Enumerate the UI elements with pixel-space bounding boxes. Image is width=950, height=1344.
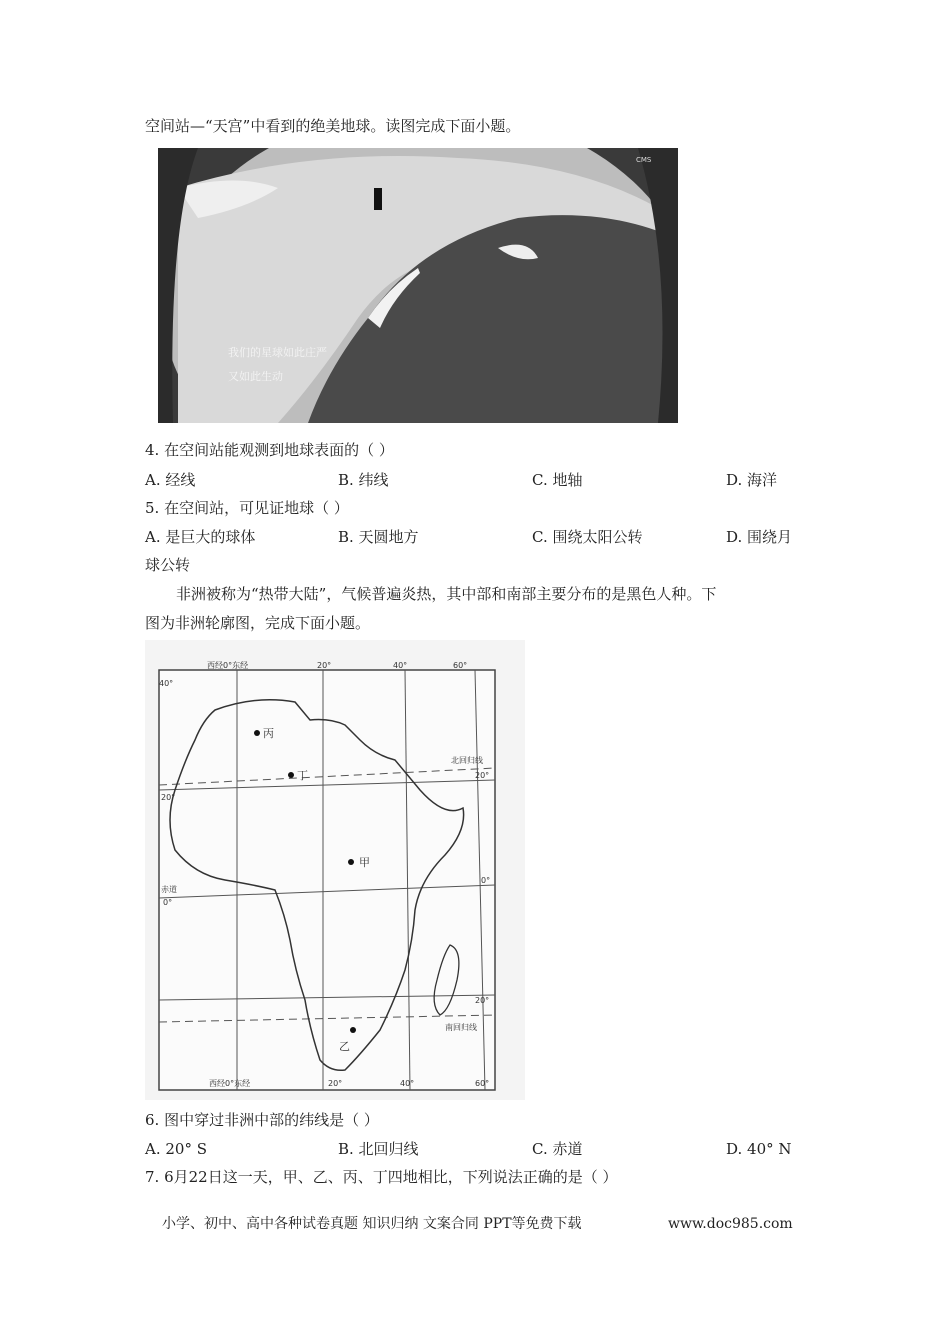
label-tropic-cancer: 北回归线 bbox=[451, 756, 483, 765]
q4-option-a: A. 经线 bbox=[145, 471, 196, 489]
intro-text-1: 空间站—“天宫”中看到的绝美地球。读图完成下面小题。 bbox=[145, 117, 521, 135]
africa-outline-map bbox=[145, 640, 525, 1100]
label-top-meridian: 西经0°东经 bbox=[207, 661, 249, 670]
label-20n-left: 20° bbox=[161, 793, 176, 802]
q6-stem: 6. 图中穿过非洲中部的纬线是（ ） bbox=[145, 1111, 379, 1129]
q4-option-b: B. 纬线 bbox=[338, 471, 389, 489]
q5-stem: 5. 在空间站，可见证地球（ ） bbox=[145, 499, 349, 517]
label-bing: 丙 bbox=[263, 727, 274, 740]
q6-option-a: A. 20° S bbox=[145, 1140, 207, 1158]
label-20n-right: 20° bbox=[475, 771, 490, 780]
label-bottom-40: 40° bbox=[400, 1079, 415, 1088]
q4-option-c: C. 地轴 bbox=[532, 471, 583, 489]
label-jia: 甲 bbox=[359, 856, 370, 869]
q5-option-a: A. 是巨大的球体 bbox=[145, 528, 256, 546]
label-bottom-60: 60° bbox=[475, 1079, 490, 1088]
label-bottom-20: 20° bbox=[328, 1079, 343, 1088]
photo-caption-2: 又如此生动 bbox=[228, 370, 283, 383]
intro-text-2a: 非洲被称为“热带大陆”，气候普遍炎热，其中部和南部主要分布的是黑色人种。下 bbox=[176, 585, 717, 603]
q7-stem: 7. 6月22日这一天，甲、乙、丙、丁四地相比，下列说法正确的是（ ） bbox=[145, 1168, 618, 1186]
intro-text-2b: 图为非洲轮廓图，完成下面小题。 bbox=[145, 614, 371, 632]
q4-option-d: D. 海洋 bbox=[726, 471, 778, 489]
footer-link[interactable]: www.doc985.com bbox=[668, 1216, 793, 1232]
label-equator: 赤道 bbox=[161, 885, 177, 894]
q4-stem: 4. 在空间站能观测到地球表面的（ ） bbox=[145, 441, 394, 459]
earth-window-image bbox=[158, 148, 678, 423]
q5-continuation: 球公转 bbox=[145, 556, 191, 574]
point-ding bbox=[288, 772, 294, 778]
q5-option-d: D. 围绕月 bbox=[726, 528, 793, 546]
space-station-photo bbox=[158, 148, 678, 423]
label-0-left: 0° bbox=[163, 898, 173, 907]
label-top-60: 60° bbox=[453, 661, 468, 670]
q5-option-b: B. 天圆地方 bbox=[338, 528, 419, 546]
africa-map bbox=[145, 640, 525, 1100]
q6-option-b: B. 北回归线 bbox=[338, 1140, 419, 1158]
q6-option-d: D. 40° N bbox=[726, 1140, 792, 1158]
q6-option-c: C. 赤道 bbox=[532, 1140, 583, 1158]
label-top-40w: 40° bbox=[159, 679, 174, 688]
photo-logo: CMS bbox=[636, 156, 652, 164]
label-0-right: 0° bbox=[481, 876, 491, 885]
label-top-40: 40° bbox=[393, 661, 408, 670]
label-tropic-capricorn: 南回归线 bbox=[445, 1023, 477, 1032]
label-bottom-meridian: 西经0°东经 bbox=[209, 1079, 251, 1088]
label-ding: 丁 bbox=[297, 769, 308, 782]
photo-caption-1: 我们的星球如此庄严 bbox=[228, 346, 327, 359]
point-yi bbox=[350, 1027, 356, 1033]
footer-text: 小学、初中、高中各种试卷真题 知识归纳 文案合同 PPT等免费下载 bbox=[162, 1216, 582, 1232]
label-20s-right: 20° bbox=[475, 996, 490, 1005]
point-bing bbox=[254, 730, 260, 736]
label-top-20: 20° bbox=[317, 661, 332, 670]
label-yi: 乙 bbox=[339, 1040, 350, 1053]
point-jia bbox=[348, 859, 354, 865]
q5-option-c: C. 围绕太阳公转 bbox=[532, 528, 643, 546]
